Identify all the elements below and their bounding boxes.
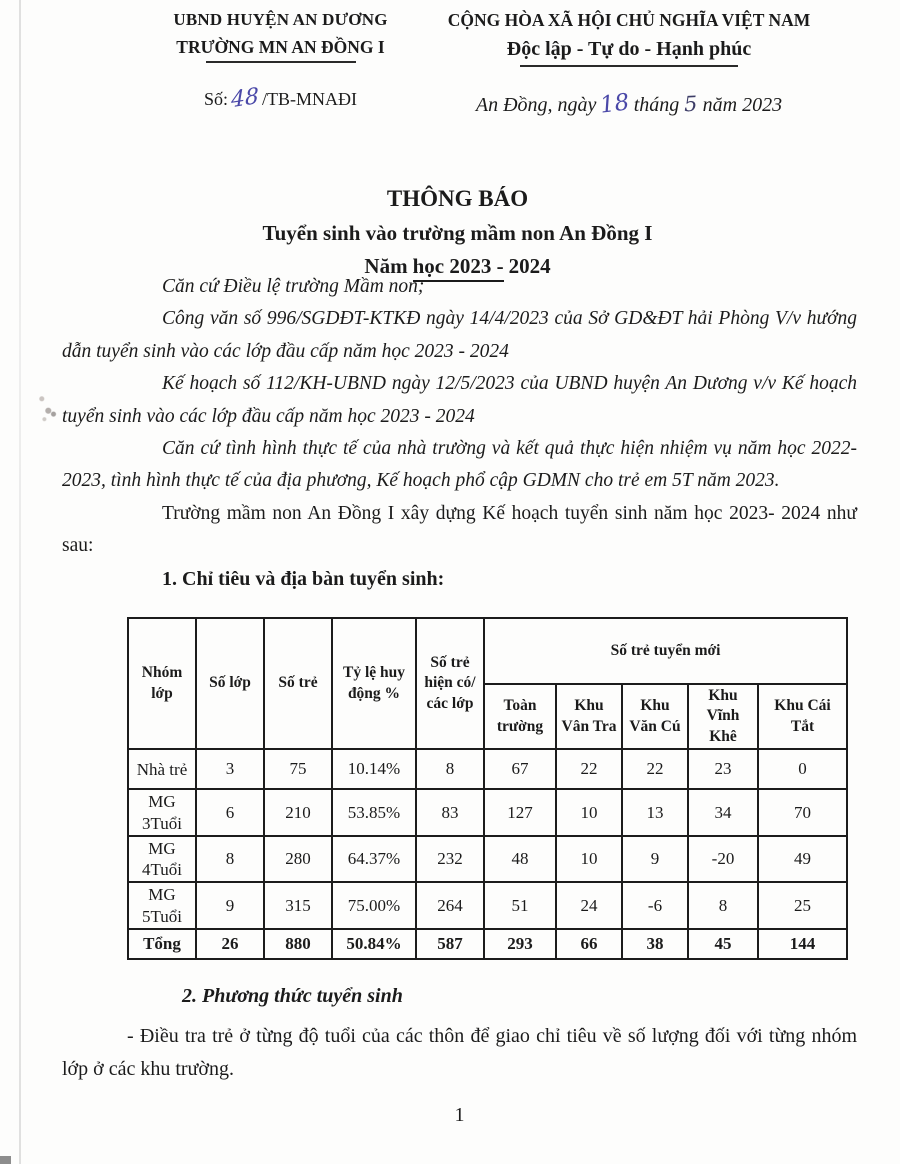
cell-value: 23 <box>688 749 758 789</box>
cell-value: 264 <box>416 882 484 929</box>
cell-group-label: MG 4Tuổi <box>128 836 196 883</box>
cell-value: 880 <box>264 929 332 959</box>
col-header-toan-truong: Toàn trường <box>484 684 556 749</box>
cell-value: 6 <box>196 789 264 836</box>
document-title-block <box>60 186 855 279</box>
scan-corner-mark <box>0 1156 11 1164</box>
cell-value: 83 <box>416 789 484 836</box>
org-underline <box>206 61 356 63</box>
cell-value: -6 <box>622 882 688 929</box>
paragraph-plan-intro: Trường mầm non An Đồng I xây dựng Kế hoạch tuyển sinh năm học 2023- 2024 như sau: <box>62 502 857 557</box>
table-row <box>128 749 847 789</box>
year-pre: Năm <box>364 254 408 278</box>
cell-value: -20 <box>688 836 758 883</box>
cell-value: 10 <box>556 789 622 836</box>
cell-value: 38 <box>622 929 688 959</box>
cell-group-label: MG 3Tuổi <box>128 789 196 836</box>
col-header-group-tuyen-moi: Số trẻ tuyển mới <box>484 618 847 684</box>
cell-value: 53.85% <box>332 789 416 836</box>
issuing-org-block <box>158 10 403 114</box>
cell-value: 34 <box>688 789 758 836</box>
cell-value: 25 <box>758 882 847 929</box>
cell-value: 75.00% <box>332 882 416 929</box>
col-header-so-tre-hien-co: Số trẻ hiện có/ các lớp <box>416 618 484 749</box>
doc-no-prefix: Số: <box>203 89 228 109</box>
cell-value: 50.84% <box>332 929 416 959</box>
doc-no-handwritten: 48 <box>230 83 260 114</box>
org-parent-name: UBND HUYỆN AN DƯƠNG <box>173 10 388 29</box>
date-suffix: năm 2023 <box>702 94 783 116</box>
cell-value: 48 <box>484 836 556 883</box>
cell-value: 66 <box>556 929 622 959</box>
cell-value: 8 <box>688 882 758 929</box>
date-middle: tháng <box>633 94 680 116</box>
cell-value: 8 <box>416 749 484 789</box>
cell-value: 75 <box>264 749 332 789</box>
cell-value: 10 <box>556 836 622 883</box>
cell-value: 587 <box>416 929 484 959</box>
cell-value: 22 <box>622 749 688 789</box>
preamble-block <box>62 271 857 595</box>
page-number: 1 <box>454 1104 465 1126</box>
cell-value: 22 <box>556 749 622 789</box>
cell-value: 13 <box>622 789 688 836</box>
cell-value: 127 <box>484 789 556 836</box>
cell-value: 51 <box>484 882 556 929</box>
paragraph-legal-basis-3: Kế hoạch số 112/KH-UBND ngày 12/5/2023 của UBND huyện An Dương v/v Kế hoạch tuyển sinh vào các lớp đầu cấp năm học 2023 - 2024 <box>62 373 857 427</box>
cell-value: 9 <box>622 836 688 883</box>
section-2-heading: 2. Phương thức tuyển sinh <box>182 985 403 1007</box>
national-title: CỘNG HÒA XÃ HỘI CHỦ NGHĨA VIỆT NAM <box>447 10 811 30</box>
title-main: THÔNG BÁO <box>386 186 529 211</box>
col-header-khu-vinh-khe: Khu Vĩnh Khê <box>688 684 758 749</box>
paragraph-legal-basis-4: Căn cứ tình hình thực tế của nhà trường và kết quả thực hiện nhiệm vụ năm học 2022-2023, tình hình thực tế của địa phương, Kế hoạch phổ cập GDMN cho trẻ em 5T năm 2023. <box>62 438 857 492</box>
org-school-name: TRƯỜNG MN AN ĐỒNG I <box>176 37 385 57</box>
doc-no-suffix: /TB-MNAĐI <box>262 89 357 109</box>
col-header-khu-van-cu: Khu Văn Cú <box>622 684 688 749</box>
section-1-heading: 1. Chỉ tiêu và địa bàn tuyển sinh: <box>162 567 445 590</box>
date-day-handwritten: 18 <box>598 89 632 119</box>
paragraph-legal-basis-2: Công văn số 996/SGDĐT-KTKĐ ngày 14/4/2023 của Sở GD&ĐT hải Phòng V/v hướng dẫn tuyển sinh vào các lớp đầu cấp năm học 2023 - 2024 <box>62 308 857 362</box>
col-header-khu-cai-tat: Khu Cái Tắt <box>758 684 847 749</box>
scan-edge-line <box>19 0 21 1164</box>
cell-value: 8 <box>196 836 264 883</box>
cell-value: 9 <box>196 882 264 929</box>
cell-value: 67 <box>484 749 556 789</box>
table-total-row <box>128 929 847 959</box>
section-2-block <box>62 980 857 1086</box>
cell-value: 315 <box>264 882 332 929</box>
cell-value: 45 <box>688 929 758 959</box>
title-subject: Tuyển sinh vào trường mầm non An Đồng I <box>262 221 653 245</box>
place-date-line <box>430 91 828 117</box>
cell-value: 24 <box>556 882 622 929</box>
ink-smudge <box>34 392 60 426</box>
cell-value: 64.37% <box>332 836 416 883</box>
date-prefix: An Đồng, ngày <box>475 94 597 116</box>
cell-value: 280 <box>264 836 332 883</box>
cell-group-label: MG 5Tuổi <box>128 882 196 929</box>
cell-value: 10.14% <box>332 749 416 789</box>
col-header-khu-van-tra: Khu Vân Tra <box>556 684 622 749</box>
cell-value: 293 <box>484 929 556 959</box>
paragraph-legal-basis-1: Căn cứ Điều lệ trường Mầm non; <box>162 276 425 297</box>
national-motto-block <box>430 10 828 117</box>
col-header-so-tre: Số trẻ <box>264 618 332 749</box>
table-row <box>128 789 847 836</box>
cell-group-label: Nhà trẻ <box>128 749 196 789</box>
table-row <box>128 836 847 883</box>
document-number <box>158 83 403 114</box>
national-motto: Độc lập - Tự do - Hạnh phúc <box>506 38 752 60</box>
col-header-ty-le: Tỷ lệ huy động % <box>332 618 416 749</box>
date-month-handwritten: 5 <box>683 91 699 117</box>
year-post: 2024 <box>508 254 551 278</box>
year-underlined: học 2023 - <box>413 254 504 282</box>
cell-value: 70 <box>758 789 847 836</box>
cell-value: 3 <box>196 749 264 789</box>
enrollment-table <box>127 617 848 960</box>
section-2-paragraph: - Điều tra trẻ ở từng độ tuổi của các thôn để giao chỉ tiêu về số lượng đối với từng nhóm lớp ở các khu trường. <box>62 1025 857 1080</box>
cell-value: 144 <box>758 929 847 959</box>
cell-value: 210 <box>264 789 332 836</box>
motto-underline <box>520 65 738 67</box>
cell-total-label: Tổng <box>128 929 196 959</box>
col-header-nhom-lop: Nhóm lớp <box>128 618 196 749</box>
cell-value: 26 <box>196 929 264 959</box>
cell-value: 49 <box>758 836 847 883</box>
col-header-so-lop: Số lớp <box>196 618 264 749</box>
table-row <box>128 882 847 929</box>
cell-value: 0 <box>758 749 847 789</box>
table-header-row-1 <box>128 618 847 684</box>
cell-value: 232 <box>416 836 484 883</box>
